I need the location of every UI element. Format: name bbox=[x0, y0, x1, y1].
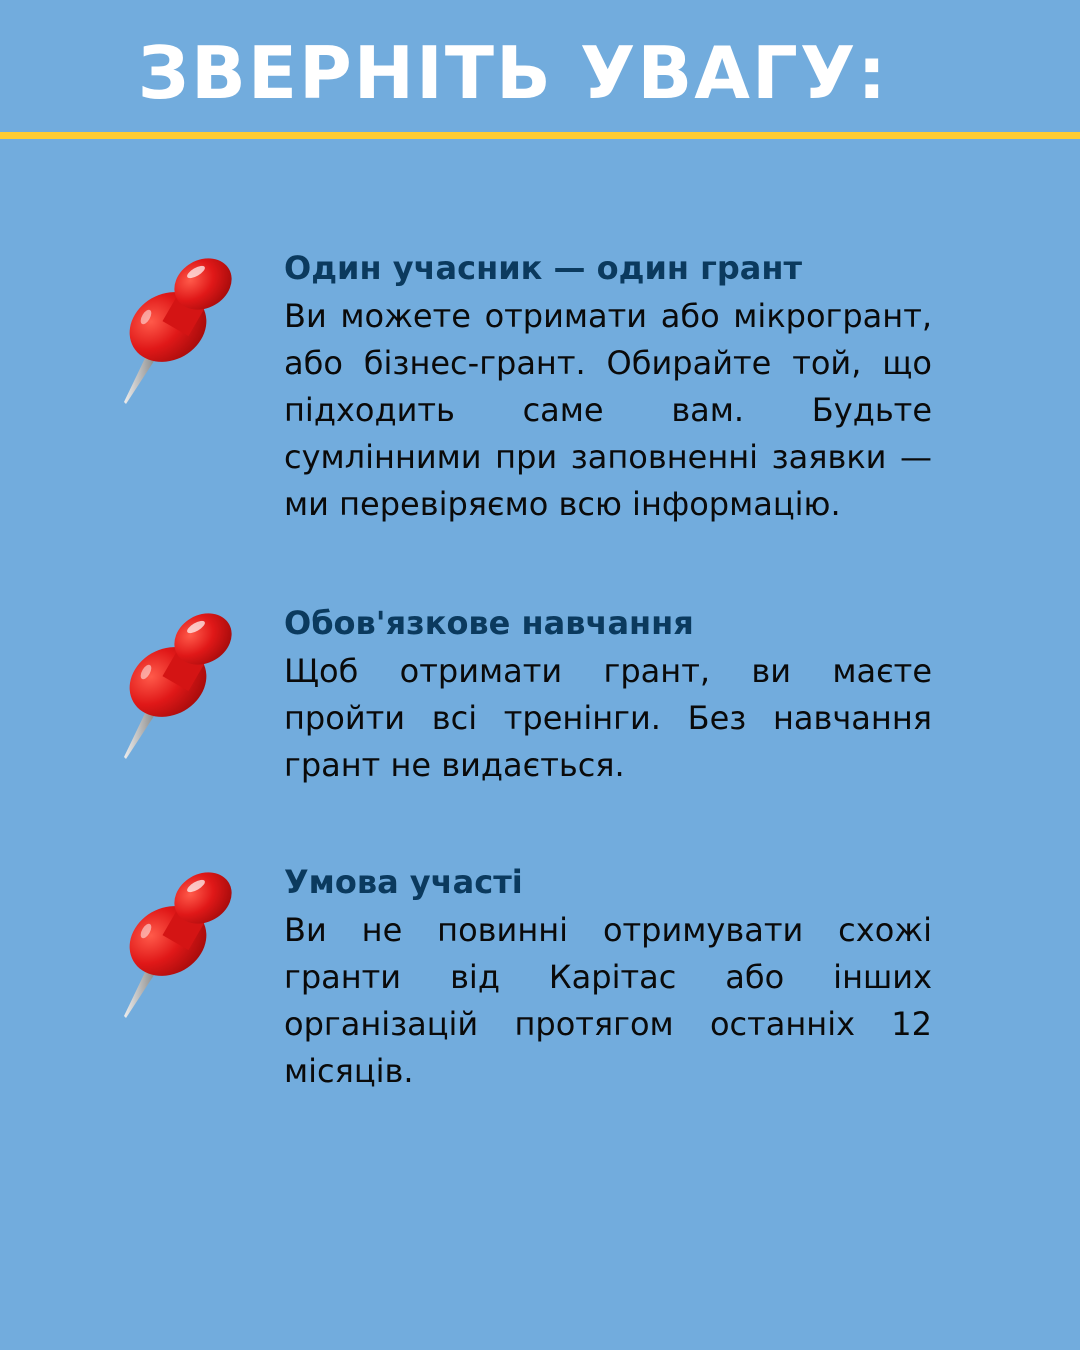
item-heading: Умова участі bbox=[284, 863, 523, 901]
item-text: Щоб отримати грант, ви маєте пройти всі тренінги. Без навчання грант не видається. bbox=[284, 652, 932, 784]
item-heading: Обов'язкове навчання bbox=[284, 604, 694, 642]
page-title: ЗВЕРНІТЬ УВАГУ: bbox=[137, 31, 889, 115]
pushpin-icon bbox=[118, 242, 238, 407]
pushpin-icon bbox=[118, 597, 238, 762]
item-text: Ви можете отримати або мікрогрант, або бізнес-грант. Обирайте той, що підходить саме вам. Будьте сумлінними при заповненні заявки — ми перевіряємо всю інформацію. bbox=[284, 297, 932, 523]
item-text: Ви не повинні отримувати схожі гранти від Карітас або інших організацій протягом останніх 12 місяців. bbox=[284, 911, 932, 1090]
item-heading: Один учасник — один грант bbox=[284, 249, 803, 287]
pushpin-icon bbox=[118, 856, 238, 1021]
divider bbox=[0, 132, 1080, 139]
